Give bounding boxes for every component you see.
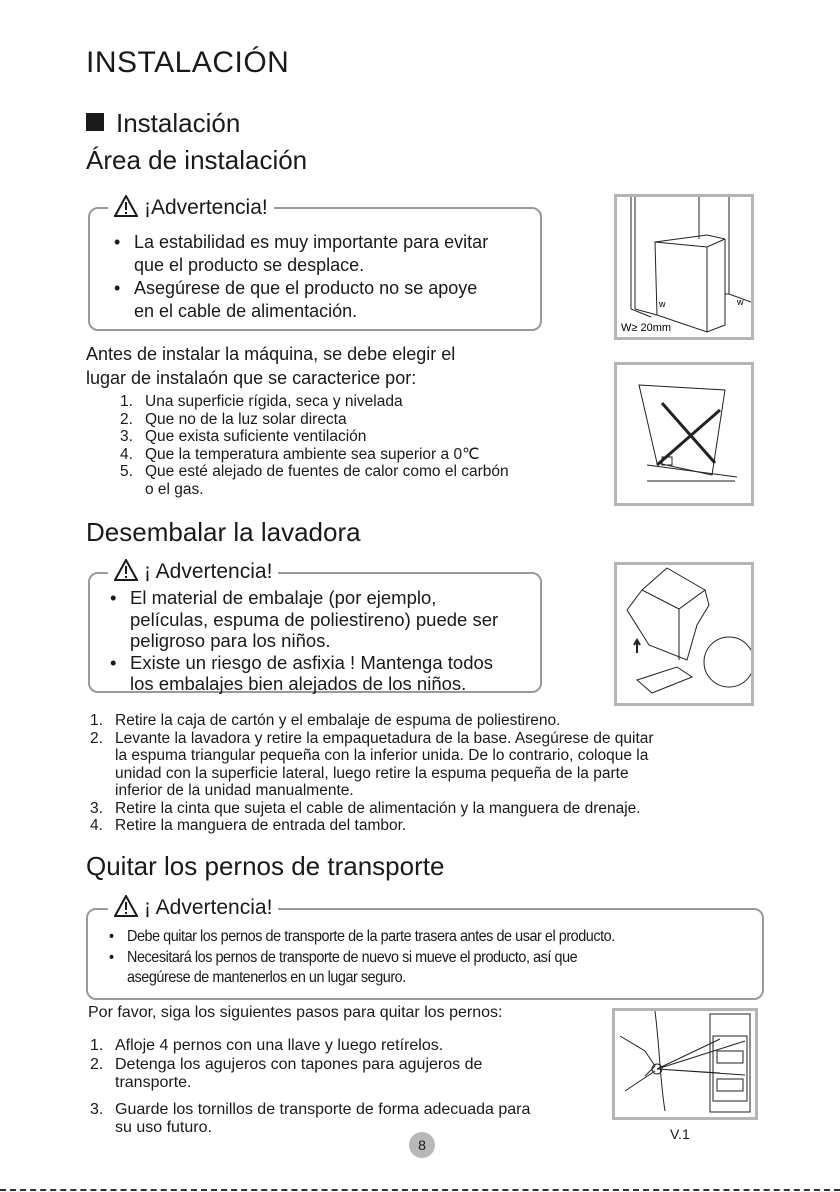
list-text: unidad con la superficie lateral, luego retire la espuma pequeña de la parte — [115, 764, 629, 782]
list-item — [90, 1056, 530, 1075]
list-text: Que esté alejado de fuentes de calor como el carbón — [145, 463, 509, 480]
intro-line: Antes de instalar la máquina, se debe elegir el — [86, 344, 456, 364]
warning-bullets-unpack — [110, 587, 499, 695]
list-text: Una superficie rígida, seca y nivelada — [145, 393, 403, 410]
list-item — [120, 428, 509, 446]
list-number: 1. — [120, 393, 133, 410]
area-intro — [86, 342, 455, 390]
box-lift-illustration — [617, 565, 751, 703]
list-item — [90, 747, 654, 765]
unpack-heading: Desembalar la lavadora — [86, 517, 361, 547]
section-heading — [86, 108, 240, 139]
list-number: 1. — [90, 1037, 104, 1054]
list-number: 4. — [90, 817, 103, 834]
list-text: Retire la cinta que sujeta el cable de alimentación y la manguera de drenaje. — [115, 799, 641, 817]
warning-bullets-area — [114, 231, 489, 323]
warning-title-text: ¡ Advertencia! — [144, 896, 273, 919]
list-text: inferior de la unidad manualmente. — [115, 782, 354, 799]
list-item — [90, 1119, 530, 1138]
section-heading-text: Instalación — [116, 108, 241, 138]
bolts-steps-list — [90, 1037, 530, 1138]
list-text: Detenga los agujeros con tapones para agujeros de — [115, 1055, 483, 1073]
list-item — [90, 800, 654, 818]
warning-triangle-icon — [114, 195, 138, 217]
list-number: 4. — [120, 445, 133, 463]
list-item — [90, 765, 654, 783]
area-requirements-list — [120, 393, 509, 498]
bullet-line: en el cable de alimentación. — [134, 301, 358, 321]
page-bottom-border — [0, 1189, 840, 1191]
list-text: Retire la manguera de entrada del tambor. — [115, 817, 407, 834]
bullet-line: • La estabilidad es muy importante para evitar — [114, 232, 489, 252]
w-label: w — [737, 297, 744, 307]
bolts-intro: Por favor, siga los siguientes pasos para quitar los pernos: — [88, 1004, 503, 1021]
list-text: o el gas. — [145, 480, 204, 498]
bullet-line: • Existe un riesgo de asfixia ! Mantenga todos — [110, 651, 494, 673]
list-item — [120, 393, 509, 411]
bullet-line: asegúrese de mantenerlos en un lugar seguro. — [127, 969, 406, 986]
clearance-figure — [614, 194, 754, 340]
list-item — [90, 712, 654, 730]
warning-triangle-icon — [114, 895, 138, 917]
warning-bullets-bolts — [109, 927, 615, 989]
bullet-line: películas, espuma de poliestireno) puede ser — [130, 608, 499, 630]
warning-title-text: ¡ Advertencia! — [144, 560, 273, 583]
list-number: 3. — [90, 1100, 104, 1118]
list-item — [120, 411, 509, 429]
list-text: Que no de la luz solar directa — [145, 410, 347, 428]
list-item — [120, 481, 509, 499]
list-number: 1. — [90, 712, 103, 729]
bullet-line: que el producto se desplace. — [134, 255, 365, 275]
list-text: Guarde los tornillos de transporte de forma adecuada para — [115, 1100, 531, 1118]
page-title: INSTALACIÓN — [86, 46, 290, 79]
bullet-line: • Asegúrese de que el producto no se apoye — [114, 278, 478, 298]
clearance-label: W≥ 20mm — [621, 322, 672, 334]
area-heading: Área de instalación — [86, 145, 308, 175]
list-number: 2. — [90, 729, 103, 747]
warning-triangle-icon — [114, 559, 138, 581]
wrench-bolts-illustration — [615, 1011, 755, 1117]
tilted-washer-cross-illustration — [617, 365, 751, 503]
bolt-removal-figure — [612, 1008, 758, 1120]
list-item — [120, 446, 509, 464]
washer-clearance-illustration — [617, 197, 751, 337]
list-text: su uso futuro. — [115, 1119, 212, 1136]
no-tilt-figure — [614, 362, 754, 506]
list-number: 3. — [120, 428, 133, 445]
list-text: Que la temperatura ambiente sea superior a 0℃ — [145, 445, 480, 463]
warning-title-bolts — [108, 895, 278, 921]
list-item — [90, 1037, 530, 1056]
bolts-heading: Quitar los pernos de transporte — [86, 851, 445, 881]
list-number: 2. — [120, 410, 133, 428]
list-text: Que exista suficiente ventilación — [145, 428, 367, 445]
square-bullet-icon — [86, 113, 104, 131]
warning-title-area — [108, 195, 274, 221]
list-item — [90, 817, 654, 835]
bullet-line: • El material de embalaje (por ejemplo, — [110, 587, 437, 608]
list-text: Levante la lavadora y retire la empaquetadura de la base. Asegúrese de quitar — [115, 729, 654, 747]
unpacking-figure — [614, 562, 754, 706]
page-number: 8 — [409, 1132, 435, 1158]
bullet-line: peligroso para los niños. — [130, 630, 331, 651]
bullet-line: los embalajes bien alejados de los niños. — [130, 673, 467, 694]
list-item — [90, 782, 654, 800]
unpack-steps-list — [90, 712, 654, 835]
warning-title-text: ¡Advertencia! — [144, 196, 268, 219]
intro-line: lugar de instalaón que se caracterice por: — [86, 368, 417, 388]
list-text: Afloje 4 pernos con una llave y luego retírelos. — [115, 1037, 444, 1054]
list-text: transporte. — [115, 1074, 192, 1091]
list-item — [90, 730, 654, 748]
list-item — [90, 1074, 530, 1093]
list-item — [120, 463, 509, 481]
list-number: 3. — [90, 799, 103, 817]
list-number: 2. — [90, 1055, 104, 1073]
bullet-line: • Debe quitar los pernos de transporte de la parte trasera antes de usar el producto. — [109, 928, 615, 945]
list-number: 5. — [120, 463, 133, 480]
w-label: w — [659, 299, 666, 309]
list-item — [90, 1101, 530, 1120]
figure-caption: V.1 — [670, 1126, 690, 1142]
warning-title-unpack — [108, 559, 278, 585]
list-text: la espuma triangular pequeña con la inferior unida. De lo contrario, coloque la — [115, 747, 649, 764]
bullet-line: • Necesitará los pernos de transporte de nuevo si mueve el producto, así que — [109, 948, 578, 966]
list-text: Retire la caja de cartón y el embalaje de espuma de poliestireno. — [115, 712, 561, 729]
